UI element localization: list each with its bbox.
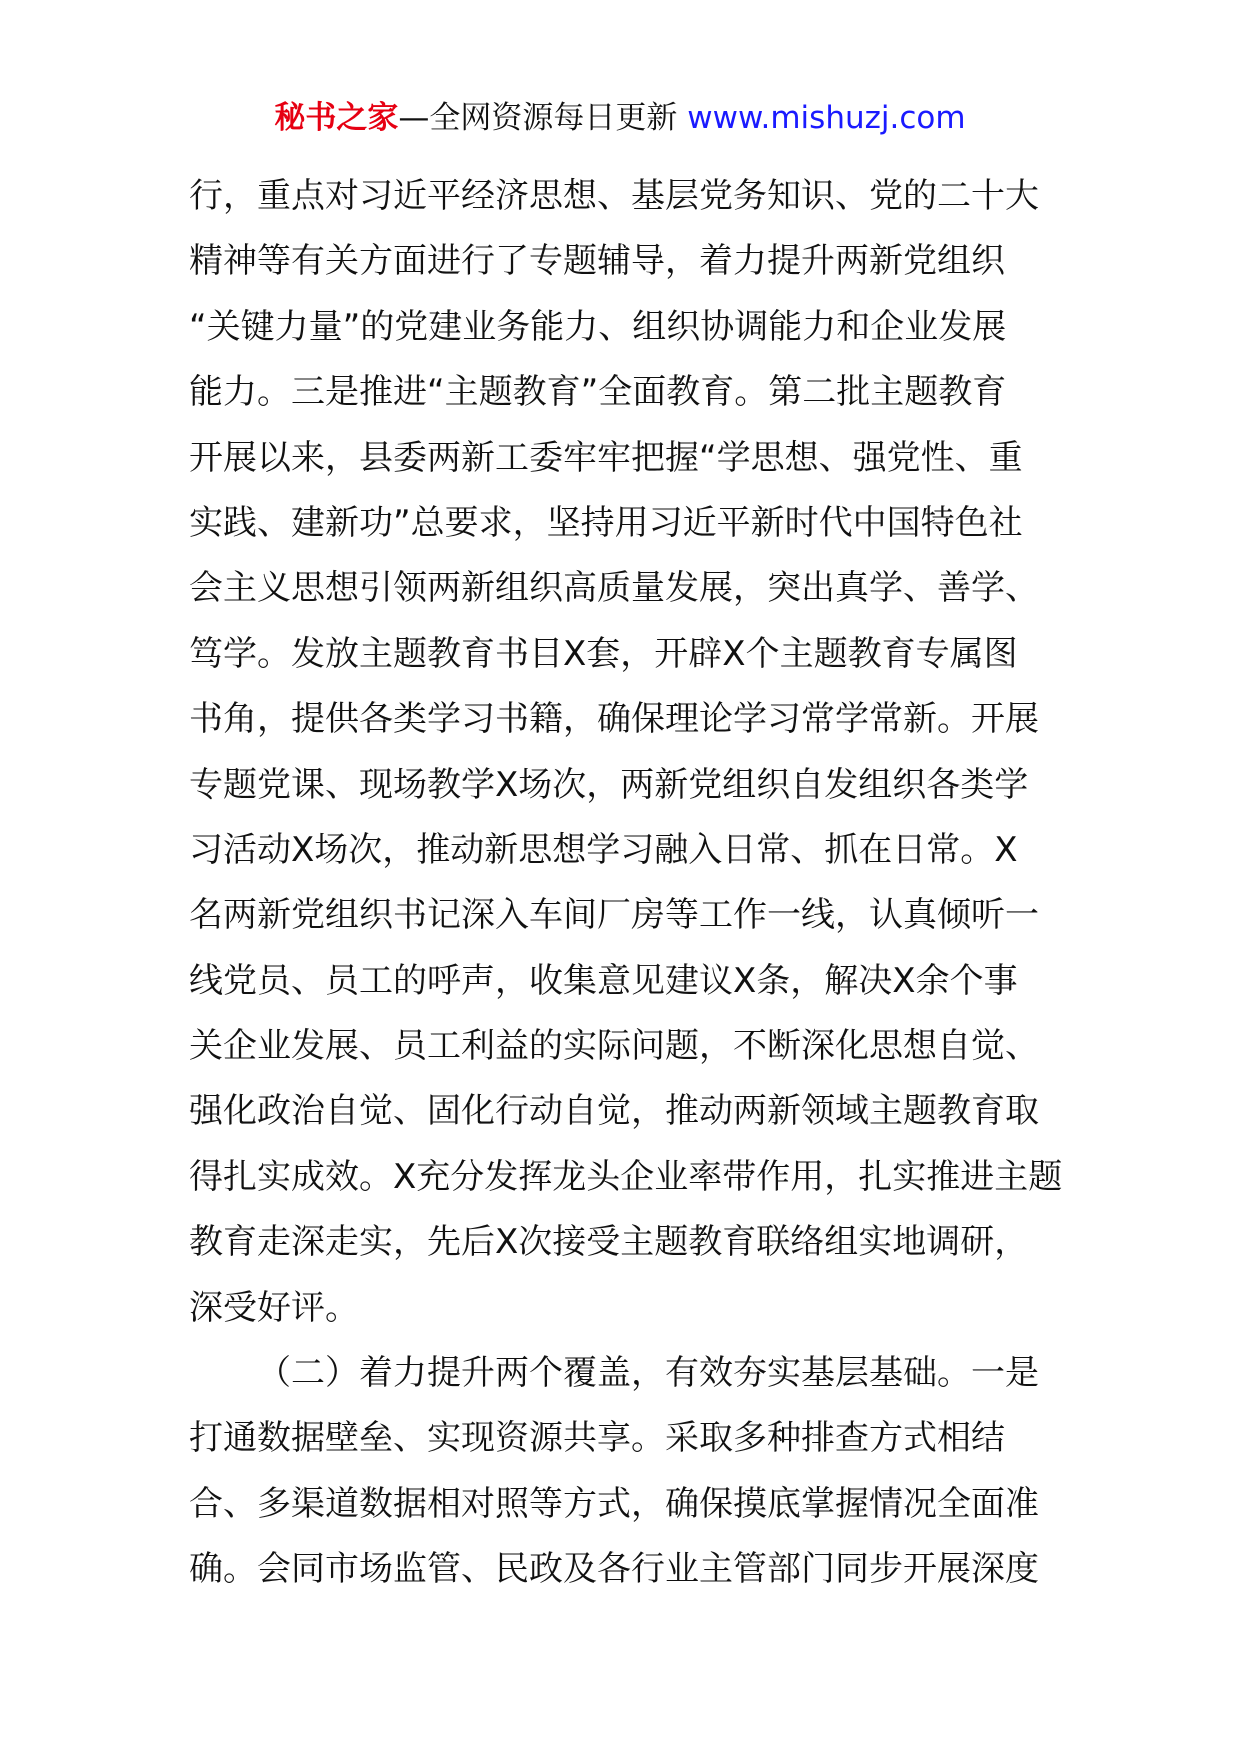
document-body	[189, 164, 1063, 1603]
header-tagline: —全网资源每日更新	[398, 100, 688, 136]
text-line: 能力。三是推进“主题教育”全面教育。第二批主题教育	[189, 372, 1007, 413]
brand-name: 秘书之家	[274, 100, 399, 136]
text-line: 关企业发展、员工利益的实际问题，不断深化思想自觉、	[189, 1026, 1039, 1067]
text-line: 强化政治自觉、固化行动自觉，推动两新领域主题教育取	[189, 1091, 1039, 1132]
text-line: 精神等有关方面进行了专题辅导，着力提升两新党组织	[189, 241, 1005, 282]
text-line: 习活动X场次，推动新思想学习融入日常、抓在日常。X	[189, 829, 1018, 870]
text-line: 会主义思想引领两新组织高质量发展，突出真学、善学、	[189, 568, 1039, 609]
text-line: 打通数据壁垒、实现资源共享。采取多种排查方式相结	[189, 1418, 1005, 1459]
text-line: “关键力量”的党建业务能力、组织协调能力和企业发展	[189, 306, 1007, 347]
text-line: 得扎实成效。X充分发挥龙头企业率带作用，扎实推进主题	[189, 1156, 1063, 1197]
site-url-link[interactable]: www.mishuzj.com	[687, 100, 966, 136]
text-line: 线党员、员工的呼声，收集意见建议X条，解决X余个事	[189, 960, 1018, 1001]
text-line: 名两新党组织书记深入车间厂房等工作一线，认真倾听一	[189, 895, 1039, 936]
text-line: 教育走深走实，先后X次接受主题教育联络组实地调研，	[189, 1222, 1029, 1263]
text-line: 确。会同市场监管、民政及各行业主管部门同步开展深度	[189, 1549, 1039, 1590]
text-line: 专题党课、现场教学X场次，两新党组织自发组织各类学	[189, 764, 1029, 805]
section-heading-line: （二）着力提升两个覆盖，有效夯实基层基础。一是	[257, 1353, 1039, 1394]
text-line: 笃学。发放主题教育书目X套，开辟X个主题教育专属图	[189, 633, 1018, 674]
text-line: 书角，提供各类学习书籍，确保理论学习常学常新。开展	[189, 699, 1039, 740]
text-line: 实践、建新功”总要求，坚持用习近平新时代中国特色社	[189, 502, 1023, 543]
watermark-header	[0, 98, 1240, 138]
text-line: 合、多渠道数据相对照等方式，确保摸底掌握情况全面准	[189, 1483, 1039, 1524]
text-line: 开展以来，县委两新工委牢牢把握“学思想、强党性、重	[189, 437, 1023, 478]
text-line: 深受好评。	[189, 1287, 359, 1328]
text-line: 行，重点对习近平经济思想、基层党务知识、党的二十大	[189, 176, 1039, 216]
